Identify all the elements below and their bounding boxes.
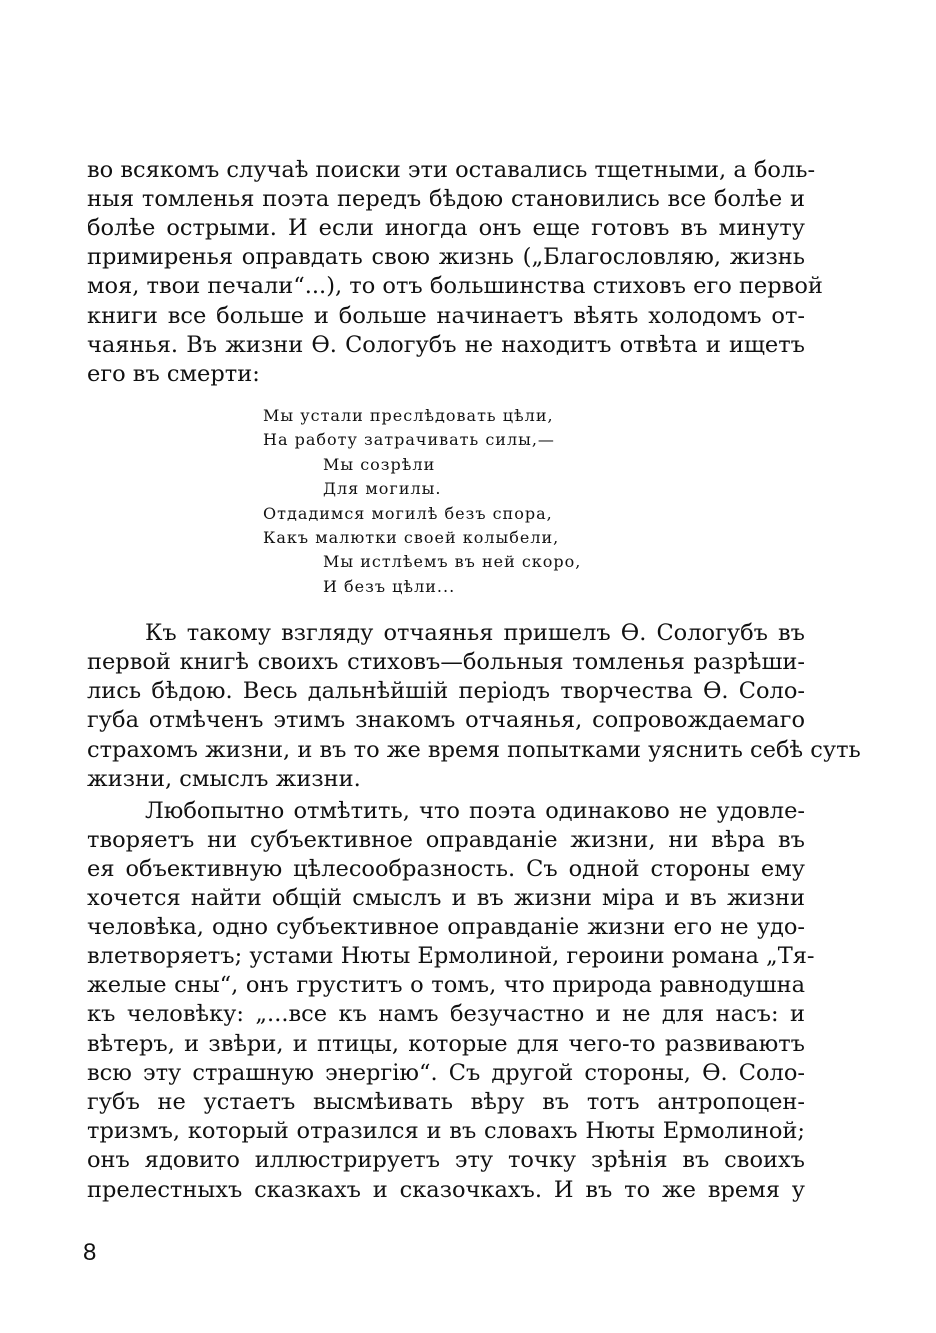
poem-line: И безъ цѣли... [323, 577, 456, 596]
text-line: вѣтеръ, и звѣри, и птицы, которые для чего-то развиваютъ [87, 1031, 805, 1057]
text-line: моя, твои печали“...), то отъ большинства стиховъ его первой [87, 273, 823, 299]
text-line: хочется найти общій смыслъ и въ жизни міра и въ жизни [87, 885, 805, 911]
text-line: Любопытно отмѣтить, что поэта одинаково не удовле- [145, 798, 805, 824]
text-line: примиренья оправдать свою жизнь („Благословляю, жизнь [87, 244, 805, 270]
poem-line: Для могилы. [323, 479, 442, 498]
poem-line: На работу затрачивать силы,— [263, 430, 555, 449]
text-line: всю эту страшную энергію“. Съ другой стороны, Ѳ. Соло- [87, 1060, 805, 1086]
poem-line: Отдадимся могилѣ безъ спора, [263, 504, 553, 523]
text-line: первой книгѣ своихъ стиховъ—больныя томленья разрѣши- [87, 649, 805, 675]
text-line: ныя томленья поэта передъ бѣдою становились все болѣе и [87, 186, 805, 212]
text-line: страхомъ жизни, и въ то же время попытками уяснить себѣ суть [87, 737, 861, 763]
text-line: губа отмѣченъ этимъ знакомъ отчаянья, сопровождаемаго [87, 707, 805, 733]
text-line: книги все больше и больше начинаетъ вѣять холодомъ от- [87, 303, 805, 329]
text-line: его въ смерти: [87, 361, 260, 387]
text-line: желые сны“, онъ груститъ о томъ, что природа равнодушна [87, 972, 805, 998]
text-line: ея объективную цѣлесообразность. Съ одной стороны ему [87, 856, 805, 882]
poem-line: Мы созрѣли [323, 455, 436, 474]
text-line: болѣе острыми. И если иногда онъ еще готовъ въ минуту [87, 215, 805, 241]
poem-line: Какъ малютки своей колыбели, [263, 528, 560, 547]
text-line: губъ не устаетъ высмѣивать вѣру въ тотъ антропоцен- [87, 1089, 805, 1115]
poem-line: Мы истлѣемъ въ ней скоро, [323, 552, 582, 571]
text-line: къ человѣку: „...все къ намъ безучастно и не для насъ: и [87, 1001, 805, 1027]
text-line: жизни, смыслъ жизни. [87, 766, 361, 792]
text-line: онъ ядовито иллюстрируетъ эту точку зрѣнія въ своихъ [87, 1147, 805, 1173]
poem-line: Мы устали преслѣдовать цѣли, [263, 406, 554, 425]
text-line: тризмъ, который отразился и въ словахъ Нюты Ермолиной; [87, 1118, 805, 1144]
text-line: во всякомъ случаѣ поиски эти оставались тщетными, а боль- [87, 157, 816, 183]
text-line: лись бѣдою. Весь дальнѣйшій періодъ творчества Ѳ. Соло- [87, 678, 805, 704]
text-line: Къ такому взгляду отчаянья пришелъ Ѳ. Сологубъ въ [145, 620, 805, 646]
text-line: творяетъ ни субъективное оправданіе жизни, ни вѣра въ [87, 827, 805, 853]
text-line: влетворяетъ; устами Нюты Ермолиной, героини романа „Тя- [87, 943, 815, 969]
text-line: чаянья. Въ жизни Ѳ. Сологубъ не находитъ отвѣта и ищетъ [87, 332, 805, 358]
text-line: прелестныхъ сказкахъ и сказочкахъ. И въ то же время у [87, 1177, 805, 1203]
page-number: 8 [83, 1239, 97, 1266]
text-line: человѣка, одно субъективное оправданіе жизни его не удо- [87, 914, 805, 940]
